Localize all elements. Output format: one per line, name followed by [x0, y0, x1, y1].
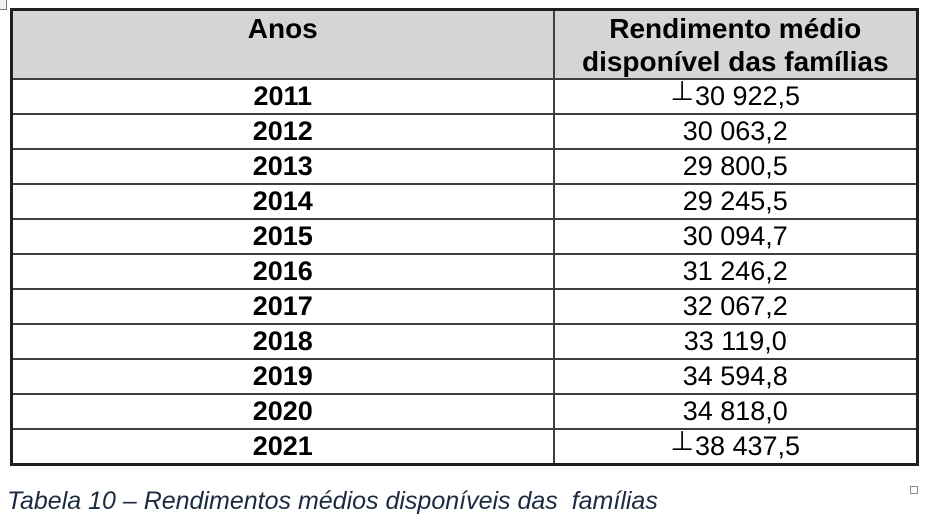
value-text: 32 067,2	[682, 291, 788, 321]
value-text: 31 246,2	[682, 256, 788, 286]
table-row	[12, 219, 918, 254]
year-cell: 2011	[12, 79, 554, 114]
year-cell: 2021	[12, 429, 554, 465]
header-anos-label: Anos	[247, 13, 318, 44]
year-cell: 2015	[12, 219, 554, 254]
year-cell: 2016	[12, 254, 554, 289]
value-text: 29 245,5	[682, 186, 788, 216]
value-cell	[554, 394, 918, 429]
value-cell	[554, 359, 918, 394]
year-cell: 2013	[12, 149, 554, 184]
anchor-mark-icon: ⊥	[670, 429, 694, 457]
year-cell: 2020	[12, 394, 554, 429]
value-cell	[554, 184, 918, 219]
header-cell-rendimento	[554, 10, 918, 80]
table-body	[12, 79, 918, 465]
value-cell	[554, 114, 918, 149]
header-cell-anos	[12, 10, 554, 80]
year-cell: 2014	[12, 184, 554, 219]
value-text: 30 922,5	[694, 81, 801, 111]
table-resize-handle-icon[interactable]	[910, 486, 918, 494]
table-row	[12, 149, 918, 184]
table-row	[12, 114, 918, 149]
table-row	[12, 429, 918, 465]
table-row	[12, 184, 918, 219]
value-text: 34 818,0	[682, 396, 788, 426]
value-cell	[554, 429, 918, 465]
value-text: 30 063,2	[682, 116, 788, 146]
value-cell	[554, 254, 918, 289]
table-row	[12, 254, 918, 289]
table-row	[12, 359, 918, 394]
table-row	[12, 79, 918, 114]
table-move-handle-icon[interactable]	[0, 0, 7, 10]
anchor-mark-icon: ⊥	[670, 79, 694, 107]
table-row	[12, 324, 918, 359]
header-rendimento-line1: Rendimento médio	[609, 13, 862, 44]
year-cell: 2018	[12, 324, 554, 359]
year-cell: 2019	[12, 359, 554, 394]
table-row	[12, 394, 918, 429]
value-text: 34 594,8	[682, 361, 788, 391]
value-text: 38 437,5	[694, 431, 801, 461]
value-cell	[554, 149, 918, 184]
value-cell	[554, 324, 918, 359]
value-cell	[554, 219, 918, 254]
value-cell	[554, 289, 918, 324]
table-row	[12, 289, 918, 324]
year-cell: 2012	[12, 114, 554, 149]
header-row	[12, 10, 918, 80]
income-table	[10, 8, 919, 466]
value-text: 33 119,0	[683, 326, 787, 356]
header-rendimento-line2: disponível das famílias	[581, 46, 889, 77]
value-cell	[554, 79, 918, 114]
value-text: 30 094,7	[682, 221, 788, 251]
table-caption: Tabela 10 – Rendimentos médios disponíveis das famílias	[7, 487, 658, 515]
year-cell: 2017	[12, 289, 554, 324]
value-text: 29 800,5	[682, 151, 788, 181]
